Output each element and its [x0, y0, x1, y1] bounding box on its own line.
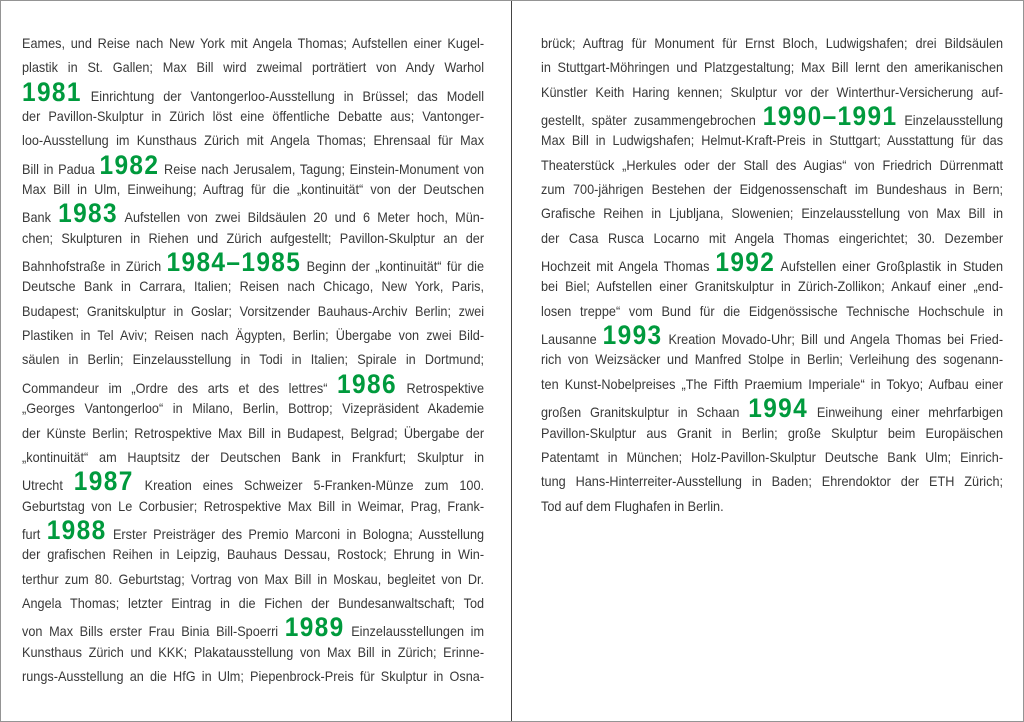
- text-segment: Lausanne: [541, 331, 603, 348]
- text-line: [22, 567, 484, 591]
- text-line: [541, 494, 1003, 518]
- text-segment: Einzelausstellung: [897, 112, 1004, 129]
- text-segment: Pavillon-Skulptur aus Granit in Berlin; große Skulptur beim Europäischen: [541, 424, 1004, 441]
- text-segment: terthur zum 80. Geburtstag; Vortrag von Max Bill in Moskau, begleitet von Dr.: [22, 570, 485, 587]
- text-line: [541, 31, 1003, 55]
- text-segment: ten Kunst-Nobelpreises „The Fifth Praemium Imperiale“ in Tokyo; Aufbau einer: [541, 375, 1004, 392]
- text-line: [541, 347, 1003, 371]
- text-segment: Einweihung einer mehrfarbigen: [808, 404, 1004, 421]
- text-segment: Theaterstück „Herkules oder der Stall des Augias“ von Friedrich Dürrenmatt: [541, 156, 1004, 173]
- text-line: [22, 55, 484, 79]
- text-segment: bei Biel; Aufstellen einer Granitskulptur in Zürich-Zollikon; Ankauf einer „end-: [541, 278, 1004, 295]
- year-marker: 1987: [73, 466, 134, 497]
- text-line: [22, 664, 484, 688]
- text-line: [22, 198, 485, 229]
- text-segment: Beginn der „kontinuität“ für die: [301, 258, 485, 275]
- text-line: [541, 274, 1003, 298]
- text-segment: Künstler Keith Haring kennen; Skulptur vor der Winterthur-Versicherung auf-: [541, 83, 1004, 100]
- text-segment: Budapest; Granitskulptur in Goslar; Vorsitzender Bauhaus-Archiv Berlin; zwei: [22, 302, 485, 319]
- text-segment: „Georges Vantongerloo“ in Milano, Berlin, Bottrop; Vizepräsident Akademie: [22, 400, 485, 417]
- text-line: [22, 274, 484, 298]
- text-line: [541, 421, 1003, 445]
- text-line: [22, 149, 485, 180]
- text-segment: „kontinuität“ am Hauptsitz der Deutschen Bank in Frankfurt; Skulptur in: [22, 448, 485, 465]
- text-line: [541, 393, 1004, 424]
- text-line: [541, 445, 1003, 469]
- page-right: [541, 31, 1003, 518]
- text-line: [22, 514, 485, 545]
- text-segment: losen treppe“ vom Bund für die Eidgenössische Technische Hochschule in: [541, 302, 1004, 319]
- text-segment: Einrichtung der Vantongerloo-Ausstellung in Brüssel; das Modell: [81, 87, 485, 104]
- text-segment: Bill in Padua: [22, 160, 100, 177]
- text-segment: der Pavillon-Skulptur in Zürich löst eine öffentliche Debatte aus; Vantonger-: [22, 108, 485, 125]
- text-segment: tung Hans-Hinterreiter-Ausstellung in Baden; Ehrendoktor der ETH Zürich;: [541, 473, 1004, 490]
- text-line: [22, 104, 484, 128]
- text-line: [541, 320, 1004, 351]
- text-line: [22, 542, 484, 566]
- text-line: [541, 177, 1003, 201]
- text-segment: Kunsthaus Zürich und KKK; Plakatausstellung von Max Bill in Zürich; Erinne-: [22, 643, 485, 660]
- year-marker: 1981: [22, 76, 82, 107]
- text-line: [22, 299, 484, 323]
- text-segment: furt: [22, 525, 47, 542]
- text-line: [22, 612, 485, 643]
- text-segment: Plastiken in Tel Aviv; Reisen nach Ägypten, Berlin; Übergabe von zwei Bild-: [22, 327, 485, 344]
- text-line: [22, 396, 484, 420]
- text-segment: rich von Weizsäcker und Manfred Stolpe in Berlin; Verleihung des sogenann-: [541, 351, 1004, 368]
- text-segment: der Casa Rusca Locarno mit Angela Thomas eingerichtet; 30. Dezember: [541, 229, 1004, 246]
- text-segment: chen; Skulpturen in Riehen und Zürich aufgestellt; Pavillon-Skulptur an der: [22, 229, 485, 246]
- text-line: [541, 128, 1003, 152]
- text-line: [541, 153, 1003, 177]
- text-segment: säulen in Berlin; Einzelausstellung in Todi in Italien; Spirale in Dortmund;: [22, 351, 485, 368]
- page-divider: [511, 0, 512, 722]
- text-segment: der grafischen Reihen in Leipzig, Bauhaus Dessau, Rostock; Ehrung in Win-: [22, 546, 485, 563]
- text-segment: Max Bill in Ulm, Einweihung; Auftrag für die „kontinuität“ von der Deutschen: [22, 181, 485, 198]
- year-marker: 1984–1985: [166, 247, 302, 278]
- text-segment: loo-Ausstellung im Kunsthaus Zürich mit Angela Thomas; Ehrensaal für Max: [22, 132, 485, 149]
- text-segment: plastik in St. Gallen; Max Bill wird zweimal porträtiert von Andy Warhol: [22, 59, 485, 76]
- year-marker: 1983: [58, 198, 118, 229]
- text-line: [541, 101, 1004, 132]
- text-line: [22, 591, 484, 615]
- year-marker: 1989: [284, 612, 345, 643]
- text-segment: Patentamt in München; Holz-Pavillon-Skulptur Deutsche Bank Ulm; Einrich-: [541, 448, 1004, 465]
- year-marker: 1992: [715, 247, 776, 278]
- text-line: [22, 128, 484, 152]
- text-segment: der Künste Berlin; Retrospektive Max Bill in Budapest, Belgrad; Übergabe der: [22, 424, 485, 441]
- text-segment: in Stuttgart-Möhringen und Platzgestaltung; Max Bill lernt den amerikanischen: [541, 59, 1004, 76]
- text-segment: Aufstellen einer Großplastik in Studen: [775, 258, 1004, 275]
- text-line: [541, 247, 1004, 278]
- text-segment: Angela Thomas; letzter Eintrag in die Fichen der Bundesanwaltschaft; Tod: [22, 594, 485, 611]
- text-line: [22, 368, 485, 399]
- text-segment: gestellt, später zusammengebrochen: [541, 112, 763, 129]
- text-segment: Bank: [22, 209, 59, 226]
- text-line: [22, 347, 484, 371]
- text-line: [22, 31, 484, 55]
- text-line: [22, 466, 485, 497]
- text-line: [541, 55, 1003, 79]
- text-segment: Reise nach Jerusalem, Tagung; Einstein-Monument von: [159, 160, 485, 177]
- text-line: [22, 640, 484, 664]
- text-segment: Kreation Movado-Uhr; Bill und Angela Thomas bei Fried-: [662, 331, 1004, 348]
- text-segment: zum 700-jährigen Bestehen der Eidgenossenschaft im Bundeshaus in Bern;: [541, 181, 1004, 198]
- text-segment: Eames, und Reise nach New York mit Angela Thomas; Aufstellen einer Kugel-: [22, 35, 485, 51]
- year-marker: 1990–1991: [762, 101, 898, 132]
- text-segment: Commandeur im „Ordre des arts et des lettres“: [22, 379, 338, 396]
- text-segment: Deutsche Bank in Carrara, Italien; Reisen nach Chicago, New York, Paris,: [22, 278, 485, 295]
- text-segment: Geburtstag von Le Corbusier; Retrospektive Max Bill in Weimar, Prag, Frank-: [22, 497, 485, 514]
- text-segment: Hochzeit mit Angela Thomas: [541, 258, 716, 275]
- text-line: [541, 469, 1003, 493]
- text-segment: brück; Auftrag für Monument für Ernst Bloch, Ludwigshafen; drei Bildsäulen: [541, 35, 1004, 51]
- year-marker: 1993: [602, 320, 663, 351]
- text-segment: Einzelausstellungen im: [344, 623, 485, 640]
- year-marker: 1994: [748, 393, 809, 424]
- text-line: [22, 323, 484, 347]
- text-segment: Kreation eines Schweizer 5-Franken-Münze zum 100.: [133, 477, 485, 494]
- text-segment: rungs-Ausstellung an die HfG in Ulm; Piepenbrock-Preis für Skulptur in Osna-: [22, 667, 485, 684]
- text-line: [541, 201, 1003, 225]
- text-segment: von Max Bills erster Frau Binia Bill-Spoerri: [22, 623, 285, 640]
- text-segment: großen Granitskulptur in Schaan: [541, 404, 749, 421]
- page-left: [22, 31, 484, 688]
- text-segment: Tod auf dem Flughafen in Berlin.: [541, 497, 724, 514]
- text-segment: Utrecht: [22, 477, 74, 494]
- text-segment: Aufstellen von zwei Bildsäulen 20 und 6 Meter hoch, Mün-: [117, 209, 485, 226]
- text-segment: Grafische Reihen in Ljubljana, Slowenien; Einzelausstellung von Max Bill in: [541, 205, 1004, 222]
- text-line: [22, 76, 485, 107]
- text-segment: Erster Preisträger des Premio Marconi in Bologna; Ausstellung: [106, 525, 485, 542]
- text-segment: Retrospektive: [396, 379, 485, 396]
- text-line: [22, 247, 485, 278]
- year-marker: 1988: [46, 514, 107, 545]
- text-segment: Max Bill in Ludwigshafen; Helmut-Kraft-Preis in Stuttgart; Ausstattung für das: [541, 132, 1004, 149]
- year-marker: 1986: [337, 368, 397, 399]
- text-segment: Bahnhofstraße in Zürich: [22, 258, 167, 275]
- text-line: [22, 421, 484, 445]
- year-marker: 1982: [99, 149, 160, 180]
